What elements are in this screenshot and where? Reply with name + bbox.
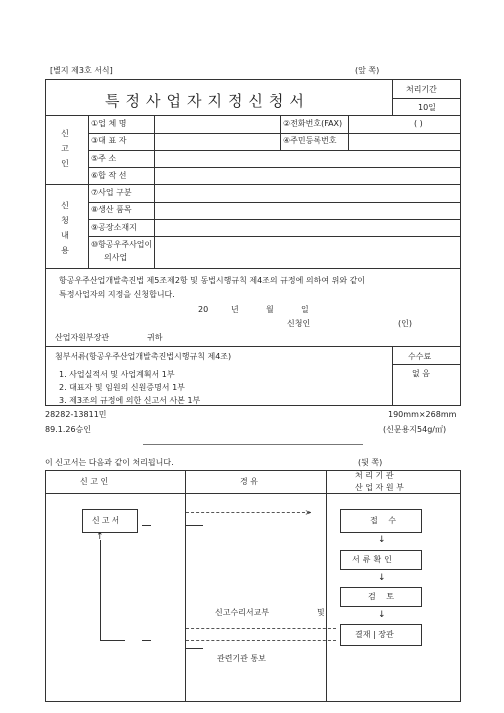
attachment-item-3: 3. 제3조의 규정에 의한 신고서 사본 1부	[59, 396, 201, 405]
paper-size: 190mm×268mm	[388, 410, 457, 419]
processing-value: 10일	[418, 103, 436, 112]
date-year: 20	[198, 305, 209, 314]
attachment-item-1: 1. 사업실적서 및 사업계획서 1부	[59, 370, 175, 379]
flow-col-agency: 처 리 기 관	[355, 471, 394, 480]
joint-venture-label: ⑥합 작 선	[91, 171, 127, 180]
flow-col-applicant: 신 고 인	[80, 477, 109, 486]
flow-notify-label: 관련기관 통보	[217, 654, 266, 663]
flow-table	[45, 470, 461, 702]
flow-arrow-down-2: ↓	[378, 573, 386, 583]
flow-and-label: 및	[317, 608, 325, 617]
processing-label: 처리기간	[406, 85, 437, 94]
flow-arrow-down-3: ↓	[378, 610, 386, 620]
business-type-label: ⑦사업 구분	[91, 188, 132, 197]
divider	[143, 444, 363, 445]
flow-arrow-submit: >	[305, 508, 312, 517]
representative-label: ③대 표 자	[91, 136, 127, 145]
flow-box-doc-check-label: 서류확인	[352, 555, 395, 564]
fee-value: 없 음	[412, 369, 430, 378]
factory-location-label: ⑨공장소재지	[91, 223, 137, 232]
flow-arrow-down-1: ↓	[378, 535, 386, 545]
statement-line-2: 특정사업자의 지정을 신청합니다.	[59, 290, 175, 299]
flow-col-route: 경 유	[240, 477, 258, 486]
page-side: (앞 쪽)	[355, 66, 380, 75]
application-group-label: 신청내용	[61, 201, 69, 255]
statement-line-1: 항공우주산업개발촉진법 제5조제2항 및 동법시행규칙 제4조의 규정에 의하여 위와 같이	[59, 276, 366, 285]
aerospace-business-label-2: 의사업	[104, 253, 128, 262]
approval-date: 89.1.26승인	[45, 425, 91, 434]
phone-value: ( )	[414, 119, 423, 128]
applicant-signature-label: 신청인	[287, 319, 311, 328]
back-side: (뒷 쪽)	[358, 458, 383, 467]
flow-box-receipt-label: 접 수	[370, 516, 400, 525]
resident-number-label: ④주민등록번호	[283, 136, 337, 145]
flow-box-review-label: 검 토	[368, 592, 398, 601]
attachments-title: 첨부서류(항공우주산업개발촉진법시행규칙 제4조)	[55, 352, 232, 361]
date-day-unit: 일	[301, 305, 309, 314]
aerospace-business-label: ⑩항공우주사업이	[91, 240, 153, 249]
form-number: [별지 제3호 서식]	[50, 66, 113, 75]
business-name-label: ①업 체 명	[91, 119, 127, 128]
phone-label: ②전화번호(FAX)	[283, 119, 343, 128]
date-month-unit: 월	[266, 305, 274, 314]
form-title: 특정사업자지정신청서	[105, 92, 310, 110]
address-label: ⑤주 소	[91, 154, 117, 163]
addressee: 산업자원부장관	[55, 333, 110, 342]
applicant-group-label: 신고인	[61, 129, 69, 168]
date-year-unit: 년	[231, 305, 239, 314]
flow-intro: 이 신고서는 다음과 같이 처리됩니다.	[45, 458, 174, 467]
honorific: 귀하	[147, 333, 163, 342]
paper-spec: (신문용지54g/㎡)	[383, 425, 447, 434]
flow-box-decision-label: 결재 | 장관	[355, 630, 394, 639]
attachment-item-2: 2. 대표자 및 임원의 신원증명서 1부	[59, 383, 185, 392]
flow-col-ministry: 산 업 자 원 부	[355, 483, 404, 492]
flow-box-report-label: 신고서	[92, 516, 122, 525]
flow-arrow-up: ↑	[96, 532, 104, 542]
products-label: ⑧생산 품목	[91, 205, 132, 214]
seal-mark: (인)	[398, 319, 412, 328]
form-code: 28282-13811민	[45, 410, 107, 419]
flow-issue-label: 신고수리서교부	[215, 608, 270, 617]
fee-label: 수수료	[408, 352, 432, 361]
